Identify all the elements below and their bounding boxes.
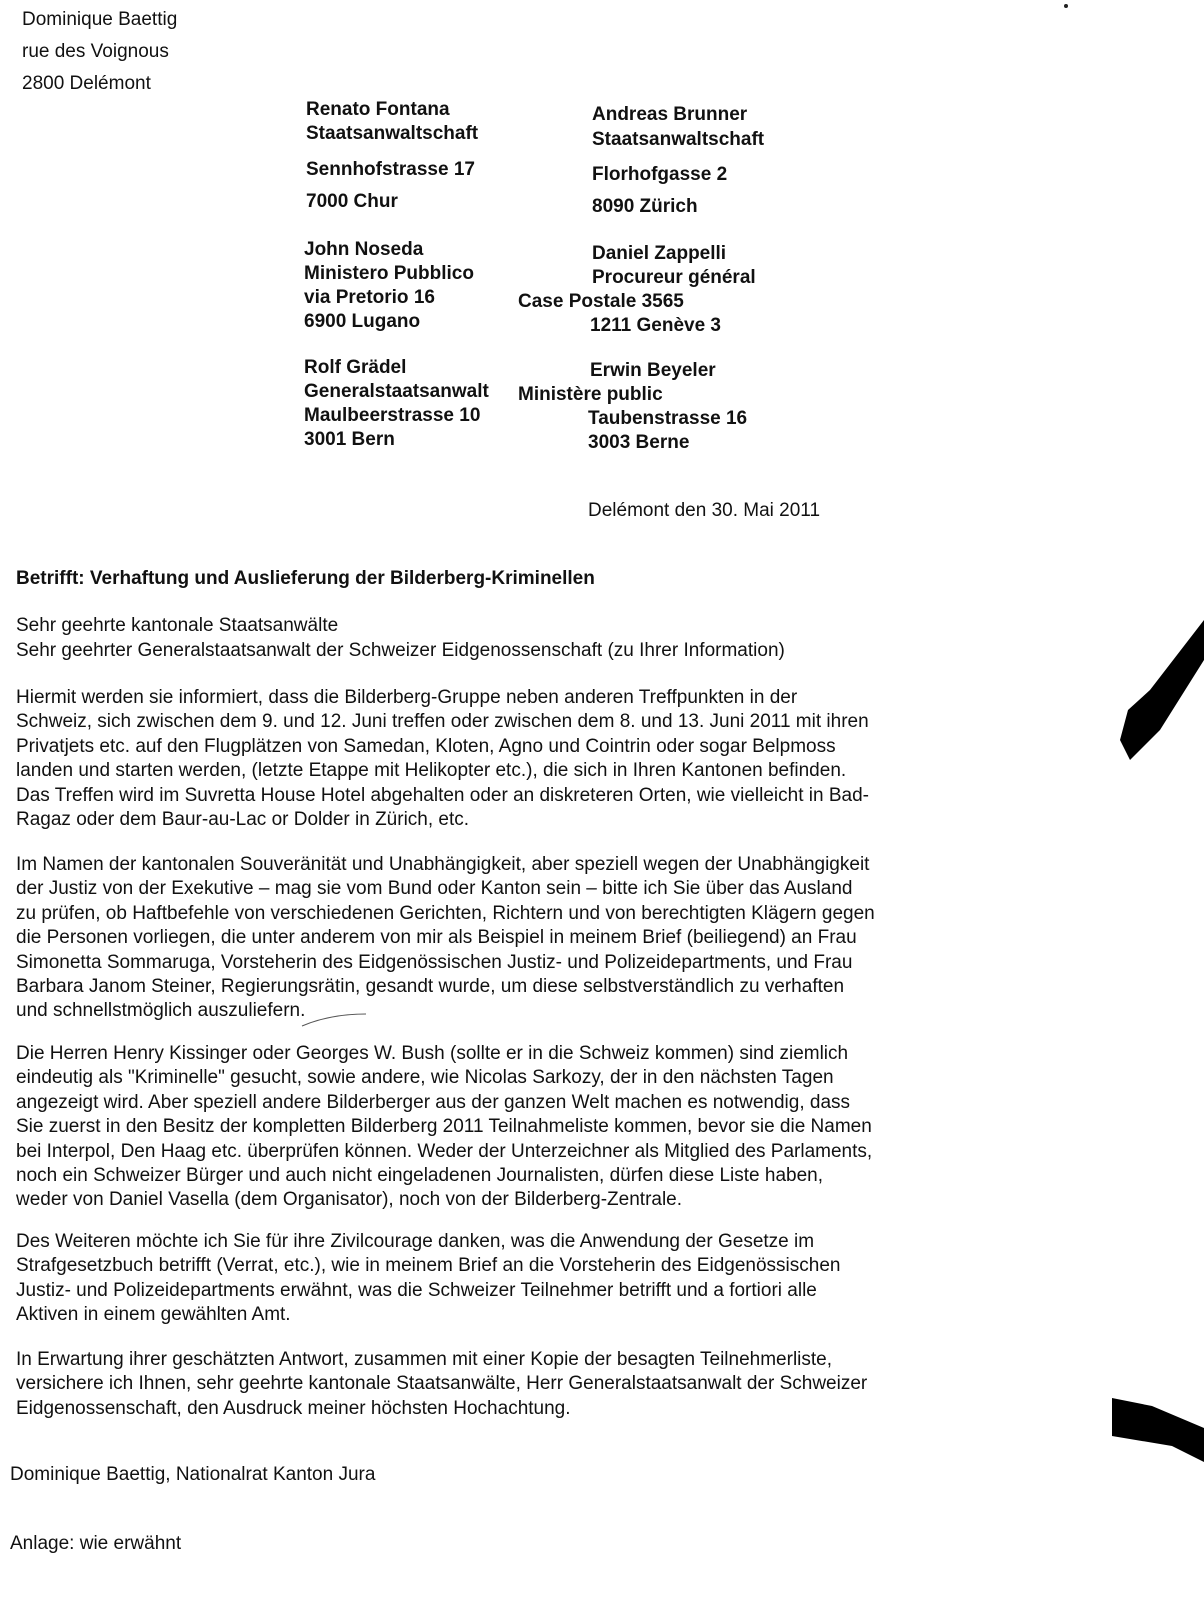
text-line: Justiz- und Polizeidepartments erwähnt, was die Schweizer Teilnehmer betrifft und a fortiori alle bbox=[16, 1279, 817, 1301]
recipient-office: Staatsanwaltschaft bbox=[306, 123, 479, 144]
text-line: Privatjets etc. auf den Flugplätzen von Samedan, Kloten, Agno und Cointrin oder sogar Belpmoss bbox=[16, 735, 836, 757]
paragraph-5 bbox=[16, 1348, 956, 1421]
recipient-street: Sennhofstrasse 17 bbox=[306, 159, 475, 180]
text-line: eindeutig als "Kriminelle" gesucht, sowie andere, wie Nicolas Sarkozy, der in den nächsten Tagen bbox=[16, 1067, 834, 1089]
text-line: angezeigt wird. Aber speziell andere Bilderberger aus der ganzen Welt machen es notwendig, dass bbox=[16, 1091, 851, 1113]
text-line: versichere ich Ihnen, sehr geehrte kantonale Staatsanwälte, Herr Generalstaatsanwalt der Schweizer bbox=[16, 1373, 868, 1395]
text-line: Schweiz, sich zwischen dem 9. und 12. Juni treffen oder zwischen dem 8. und 13. Juni 2011 mit ihren bbox=[16, 711, 869, 733]
recipient-city: 6900 Lugano bbox=[304, 311, 421, 332]
recipient-noseda bbox=[304, 238, 474, 334]
scan-speck bbox=[1060, 0, 1080, 20]
paragraph-2 bbox=[16, 853, 956, 1024]
sender-name: Dominique Baettig bbox=[22, 9, 178, 30]
recipient-name: Renato Fontana bbox=[306, 99, 450, 120]
recipient-street: via Pretorio 16 bbox=[304, 287, 435, 308]
recipient-street: Florhofgasse 2 bbox=[592, 164, 728, 185]
recipient-office: Generalstaatsanwalt bbox=[304, 381, 489, 402]
recipient-city: 8090 Zürich bbox=[592, 196, 698, 217]
recipient-name: John Noseda bbox=[304, 239, 424, 260]
text-line: landen und starten werden, (letzte Etappe mit Helikopter etc.), die sich in Ihren Kantonen befinden. bbox=[16, 760, 847, 782]
pen-stroke bbox=[300, 1010, 370, 1030]
recipient-city: 7000 Chur bbox=[306, 191, 398, 212]
text-line: Eidgenossenschaft, den Ausdruck meiner höchsten Hochachtung. bbox=[16, 1397, 571, 1419]
text-line: Die Herren Henry Kissinger oder Georges W. Bush (sollte er in die Schweiz kommen) sind ziemlich bbox=[16, 1043, 849, 1064]
enclosure-note: Anlage: wie erwähnt bbox=[10, 1533, 182, 1554]
scan-mark-bottom bbox=[1112, 1398, 1204, 1462]
subject-line: Betrifft: Verhaftung und Auslieferung der Bilderberg-Kriminellen bbox=[16, 568, 595, 589]
text-line: Des Weiteren möchte ich Sie für ihre Zivilcourage danken, was die Anwendung der Gesetze im bbox=[16, 1231, 815, 1252]
text-line: In Erwartung ihrer geschätzten Antwort, zusammen mit einer Kopie der besagten Teilnehmerliste, bbox=[16, 1349, 833, 1370]
salutation-line: Sehr geehrter Generalstaatsanwalt der Schweizer Eidgenossenschaft (zu Ihrer Information) bbox=[16, 640, 785, 661]
text-line: Strafgesetzbuch betrifft (Verrat, etc.), wie in meinem Brief an die Vorsteherin des Eidgenössischen bbox=[16, 1255, 841, 1277]
recipient-city: 3001 Bern bbox=[304, 429, 395, 450]
recipient-brunner bbox=[592, 102, 764, 219]
text-line: die Personen vorliegen, die unter anderem von mir als Beispiel in meinem Brief (beiliegend) an Frau bbox=[16, 927, 857, 949]
signature: Dominique Baettig, Nationalrat Kanton Jura bbox=[10, 1464, 376, 1485]
scan-mark-top bbox=[1120, 620, 1204, 760]
recipient-zappelli bbox=[518, 242, 756, 338]
text-line: der Justiz von der Exekutive – mag sie vom Bund oder Kanton sein – bitte ich Sie über das Ausland bbox=[16, 878, 853, 900]
recipient-name: Erwin Beyeler bbox=[590, 360, 716, 381]
recipient-name: Andreas Brunner bbox=[592, 104, 748, 125]
recipient-street: Maulbeerstrasse 10 bbox=[304, 405, 481, 426]
text-line: und schnellstmöglich auszuliefern. bbox=[16, 1000, 306, 1022]
recipient-street: Taubenstrasse 16 bbox=[588, 408, 748, 429]
recipient-office: Ministère public bbox=[518, 384, 663, 405]
text-line: weder von Daniel Vasella (dem Organisator), noch von der Bilderberg-Zentrale. bbox=[16, 1189, 683, 1211]
paragraph-4 bbox=[16, 1230, 956, 1328]
text-line: zu prüfen, ob Haftbefehle von verschiedenen Gerichten, Richtern und von berechtigten Klägern gegen bbox=[16, 902, 875, 924]
recipient-fontana bbox=[306, 98, 478, 214]
text-line: Das Treffen wird im Suvretta House Hotel abgehalten oder an diskreteren Orten, wie vielleicht in Bad- bbox=[16, 784, 869, 806]
text-line: Simonetta Sommaruga, Vorsteherin des Eidgenössischen Justiz- und Polizeidepartments, und Frau bbox=[16, 951, 853, 973]
sender-city: 2800 Delémont bbox=[22, 73, 151, 94]
recipient-office: Ministero Pubblico bbox=[304, 263, 474, 284]
text-line: Sie zuerst in den Besitz der kompletten Bilderberg 2011 Teilnahmeliste kommen, bevor sie die Namen bbox=[16, 1116, 872, 1138]
recipient-gradel bbox=[304, 356, 489, 452]
sender-block bbox=[22, 4, 177, 100]
recipient-name: Daniel Zappelli bbox=[592, 243, 727, 264]
text-line: Im Namen der kantonalen Souveränität und Unabhängigkeit, aber speziell wegen der Unabhängigkeit bbox=[16, 854, 870, 875]
text-line: Ragaz oder dem Baur-au-Lac or Dolder in Zürich, etc. bbox=[16, 809, 470, 831]
recipient-office: Staatsanwaltschaft bbox=[592, 129, 765, 150]
paragraph-1 bbox=[16, 686, 956, 832]
recipient-city: 3003 Berne bbox=[588, 432, 690, 453]
text-line: Barbara Janom Steiner, Regierungsrätin, gesandt wurde, um diese selbstverständlich zu verhaften bbox=[16, 976, 845, 998]
text-line: bei Interpol, Den Haag etc. überprüfen können. Weder der Unterzeichner als Mitglied des Parlaments, bbox=[16, 1140, 873, 1162]
recipient-beyeler bbox=[518, 359, 747, 455]
paragraph-3 bbox=[16, 1042, 956, 1213]
text-line: Hiermit werden sie informiert, dass die Bilderberg-Gruppe neben anderen Treffpunkten in der bbox=[16, 687, 798, 708]
letter-date: Delémont den 30. Mai 2011 bbox=[588, 500, 821, 521]
recipient-name: Rolf Grädel bbox=[304, 357, 407, 378]
recipient-po-box: Case Postale 3565 bbox=[518, 291, 684, 312]
recipient-office: Procureur général bbox=[592, 267, 756, 288]
text-line: Aktiven in einem gewählten Amt. bbox=[16, 1304, 291, 1326]
sender-street: rue des Voignous bbox=[22, 41, 169, 62]
text-line: noch ein Schweizer Bürger und auch nicht eingeladenen Journalisten, dürfen diese Liste haben, bbox=[16, 1165, 823, 1187]
recipient-city: 1211 Genève 3 bbox=[590, 315, 721, 336]
salutation-line: Sehr geehrte kantonale Staatsanwälte bbox=[16, 615, 339, 636]
salutation bbox=[16, 613, 785, 663]
